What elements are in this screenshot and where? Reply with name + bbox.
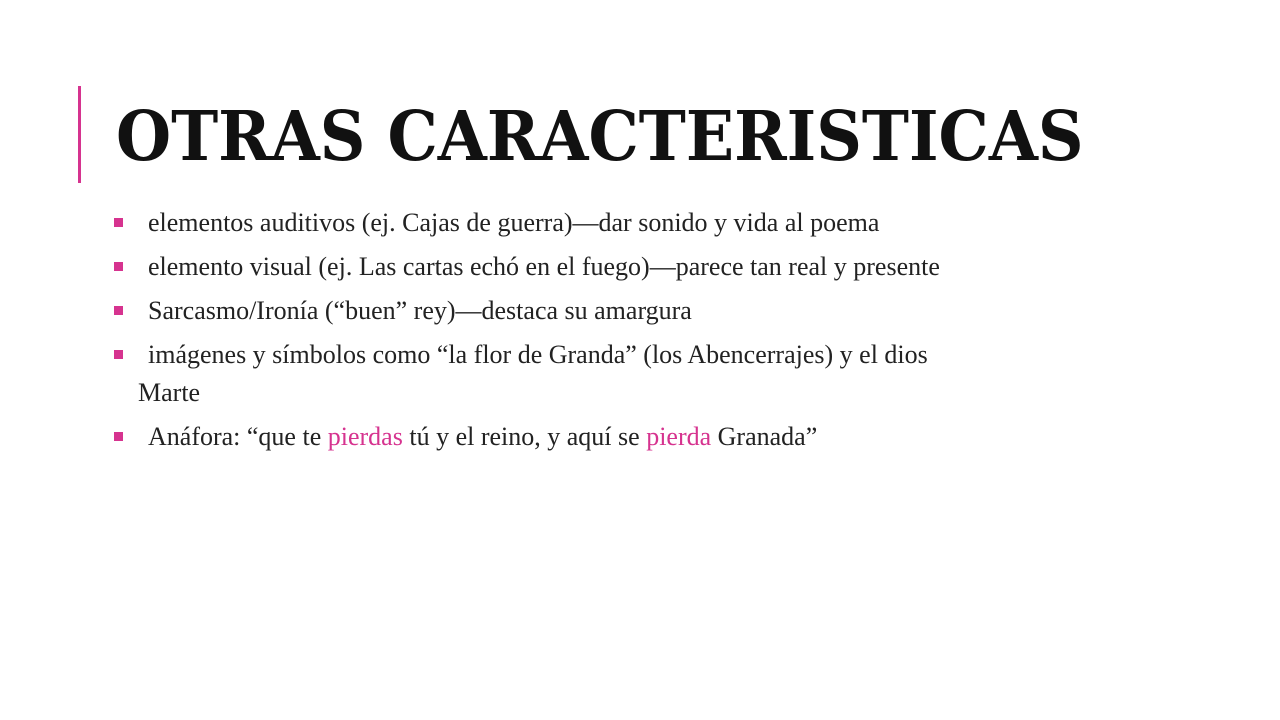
bullet-text-part: Anáfora: “que te	[148, 422, 328, 451]
highlighted-word: pierdas	[327, 422, 403, 451]
bullet-text-line-1: imágenes y símbolos como “la flor de Granda” (los Abencerrajes) y el dios	[148, 340, 928, 369]
list-item	[112, 204, 1232, 242]
list-item	[112, 292, 1232, 330]
square-bullet-icon	[114, 350, 123, 359]
list-item	[112, 248, 1232, 286]
accent-bar	[78, 86, 81, 183]
list-item	[112, 336, 1232, 412]
bullet-text: elemento visual (ej. Las cartas echó en el fuego)—parece tan real y presente	[148, 252, 940, 281]
list-item	[112, 418, 1232, 456]
square-bullet-icon	[114, 218, 123, 227]
bullet-text: elementos auditivos (ej. Cajas de guerra)—dar sonido y vida al poema	[148, 208, 880, 237]
bullet-text-part: tú y el reino, y aquí se	[402, 422, 647, 451]
square-bullet-icon	[114, 432, 123, 441]
square-bullet-icon	[114, 306, 123, 315]
slide-title: OTRAS CARACTERISTICAS	[116, 97, 1084, 177]
highlighted-word: pierda	[646, 422, 712, 451]
bullet-text-part: Granada”	[711, 422, 818, 451]
bullet-text: Sarcasmo/Ironía (“buen” rey)—destaca su amargura	[148, 296, 692, 325]
square-bullet-icon	[114, 262, 123, 271]
bullet-list	[112, 204, 1232, 462]
bullet-text-line-2: Marte	[138, 378, 201, 407]
